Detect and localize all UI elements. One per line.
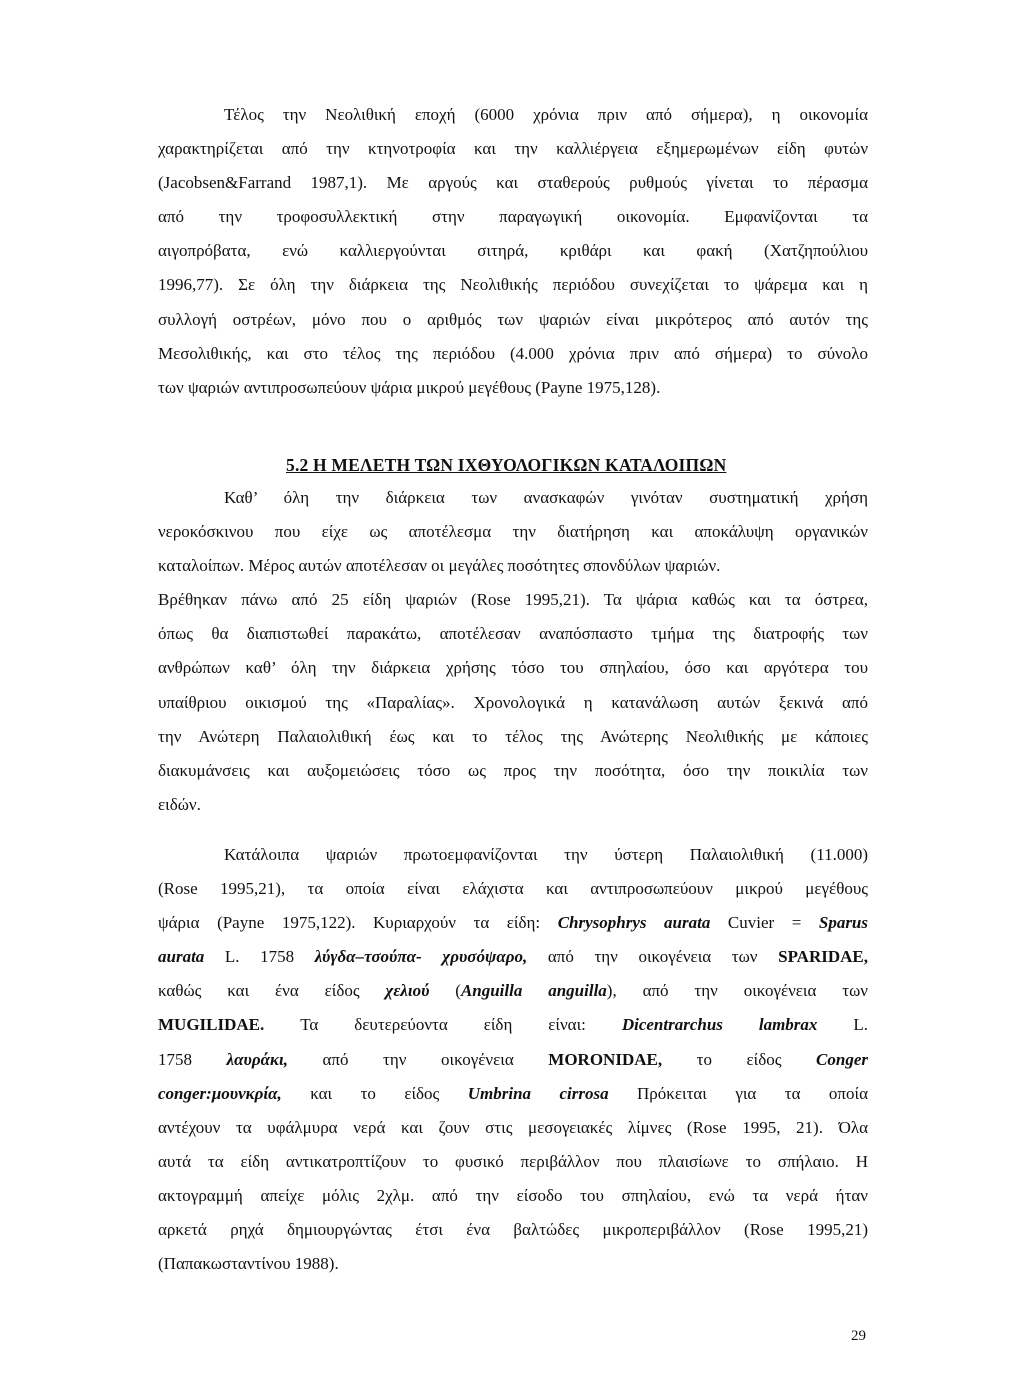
text-run: από την οικογένεια xyxy=(287,1049,549,1069)
species-name: Chrysophrys aurata xyxy=(557,913,711,933)
section-heading: 5.2 Η ΜΕΛΕΤΗ ΤΩΝ ΙΧΘΥΟΛΟΓΙΚΩΝ ΚΑΤΑΛΟΙΠΩΝ xyxy=(286,455,727,475)
family-name: MUGILIDAE. xyxy=(158,1015,265,1035)
text-run: από την οικογένεια των xyxy=(527,947,779,967)
text-line: ανθρώπων καθ’ όλη την διάρκεια χρήσης τόσο του σπηλαίου, όσο και αργότερα του xyxy=(158,658,868,678)
family-name: MORONIDAE, xyxy=(548,1049,663,1069)
text-run: ψάρια (Payne 1975,122). Κυριαρχούν τα είδη: xyxy=(158,913,558,933)
text-run: Cuvier = xyxy=(710,913,819,933)
text-line: των ψαριών αντιπροσωπεύουν ψάρια μικρού μεγέθους (Payne 1975,128). xyxy=(158,377,661,397)
species-name: Sparus xyxy=(818,913,868,933)
paragraph-neolithic xyxy=(158,98,868,405)
text-run: 1758 xyxy=(158,1049,227,1069)
text-run: ( xyxy=(429,981,461,1001)
text-run: το είδος xyxy=(662,1049,817,1069)
text-line xyxy=(158,974,868,1008)
text-line: Καθ’ όλη την διάρκεια των ανασκαφών γινόταν συστηματική χρήση xyxy=(224,488,868,507)
paragraph-fish-species xyxy=(158,838,868,1281)
text-run: και το είδος xyxy=(281,1083,468,1103)
species-name: Anguilla anguilla xyxy=(460,981,607,1001)
text-line: όπως θα διαπιστωθεί παρακάτω, αποτέλεσαν αναπόσπαστο τμήμα της διατροφής των xyxy=(158,624,868,644)
text-line xyxy=(158,940,868,974)
text-line: συλλογή οστρέων, μόνο που ο αριθμός των ψαριών είναι μικρότερος από αυτόν της xyxy=(158,309,868,329)
paragraph-excavation xyxy=(158,481,868,822)
text-run: L. xyxy=(817,1015,868,1035)
text-line: αυτά τα είδη αντικατροπτίζουν το φυσικό περιβάλλον που πλαισίωνε το σπήλαιο. Η xyxy=(158,1151,868,1171)
text-line: Μεσολιθικής, και στο τέλος της περιόδου (4.000 χρόνια πριν από σήμερα) το σύνολο xyxy=(158,343,868,363)
text-line: την Ανώτερη Παλαιολιθική έως και το τέλος της Ανώτερης Νεολιθικής με κάποιες xyxy=(158,726,868,746)
common-name: χελιού xyxy=(385,981,430,1001)
text-line: ακτογραμμή απείχε μόλις 2χλμ. από την είσοδο του σπηλαίου, ενώ τα νερά ήταν xyxy=(158,1185,868,1205)
species-name: aurata xyxy=(158,947,205,967)
species-name: Umbrina cirrosa xyxy=(467,1083,609,1103)
text-line xyxy=(158,906,868,940)
species-name: Conger xyxy=(816,1049,868,1069)
text-line: Βρέθηκαν πάνω από 25 είδη ψαριών (Rose 1995,21). Τα ψάρια καθώς και τα όστρεα, xyxy=(158,590,868,610)
common-name: λαυράκι, xyxy=(226,1049,288,1069)
text-run: καθώς και ένα είδος xyxy=(158,981,386,1001)
text-line: Κατάλοιπα ψαριών πρωτοεμφανίζονται την ύστερη Παλαιολιθική (11.000) xyxy=(224,845,868,864)
text-run: Τα δευτερεύοντα είδη είναι: xyxy=(264,1015,622,1035)
text-line: χαρακτηρίζεται από την κτηνοτροφία και την καλλιέργεια εξημερωμένων είδη φυτών xyxy=(158,139,868,159)
text-line: Τέλος την Νεολιθική εποχή (6000 χρόνια πριν από σήμερα), η οικονομία xyxy=(224,105,868,124)
text-line xyxy=(158,1077,868,1111)
family-name: SPARIDAE, xyxy=(778,947,868,967)
text-run: L. 1758 xyxy=(204,947,315,967)
text-run: Πρόκειται για τα οποία xyxy=(608,1083,868,1103)
text-line xyxy=(158,1043,868,1077)
text-line: (Παπακωσταντίνου 1988). xyxy=(158,1254,339,1274)
text-line: αντέχουν τα υφάλμυρα νερά και ζουν στις μεσογειακές λίμνες (Rose 1995, 21). Όλα xyxy=(158,1117,868,1137)
text-line: από την τροφοσυλλεκτική στην παραγωγική οικονομία. Εμφανίζονται τα xyxy=(158,207,868,227)
text-line: νεροκόσκινου που είχε ως αποτέλεσμα την διατήρηση και αποκάλυψη οργανικών xyxy=(158,522,868,542)
species-name: conger:μουνκρία, xyxy=(158,1083,282,1103)
common-name: λύγδα–τσούπα- χρυσόψαρο, xyxy=(314,947,528,967)
text-line: καταλοίπων. Μέρος αυτών αποτέλεσαν οι μεγάλες ποσότητες σπονδύλων ψαριών. xyxy=(158,556,721,576)
page-number: 29 xyxy=(851,1328,866,1344)
text-line: (Jacobsen&Farrand 1987,1). Με αργούς και σταθερούς ρυθμούς γίνεται το πέρασμα xyxy=(158,173,868,193)
species-name: Dicentrarchus lambrax xyxy=(621,1015,818,1035)
text-line: υπαίθριου οικισμού της «Παραλίας». Χρονολογικά η κατανάλωση αυτών ξεκινά από xyxy=(158,692,868,712)
text-line: 1996,77). Σε όλη την διάρκεια της Νεολιθικής περιόδου συνεχίζεται το ψάρεμα και η xyxy=(158,275,868,295)
text-line: αρκετά ρηχά δημιουργώντας έτσι ένα βαλτώδες μικροπεριβάλλον (Rose 1995,21) xyxy=(158,1220,868,1240)
text-line: ειδών. xyxy=(158,794,201,814)
text-line: αιγοπρόβατα, ενώ καλλιεργούνται σιτηρά, κριθάρι και φακή (Χατζηπούλιου xyxy=(158,241,868,261)
text-line xyxy=(158,1008,868,1042)
text-run: ), από την οικογένεια των xyxy=(606,981,868,1001)
text-line: (Rose 1995,21), τα οποία είναι ελάχιστα και αντιπροσωπεύουν μικρού μεγέθους xyxy=(158,879,868,899)
text-line: διακυμάνσεις και αυξομειώσεις τόσο ως προς την ποσότητα, όσο την ποικιλία των xyxy=(158,760,868,780)
